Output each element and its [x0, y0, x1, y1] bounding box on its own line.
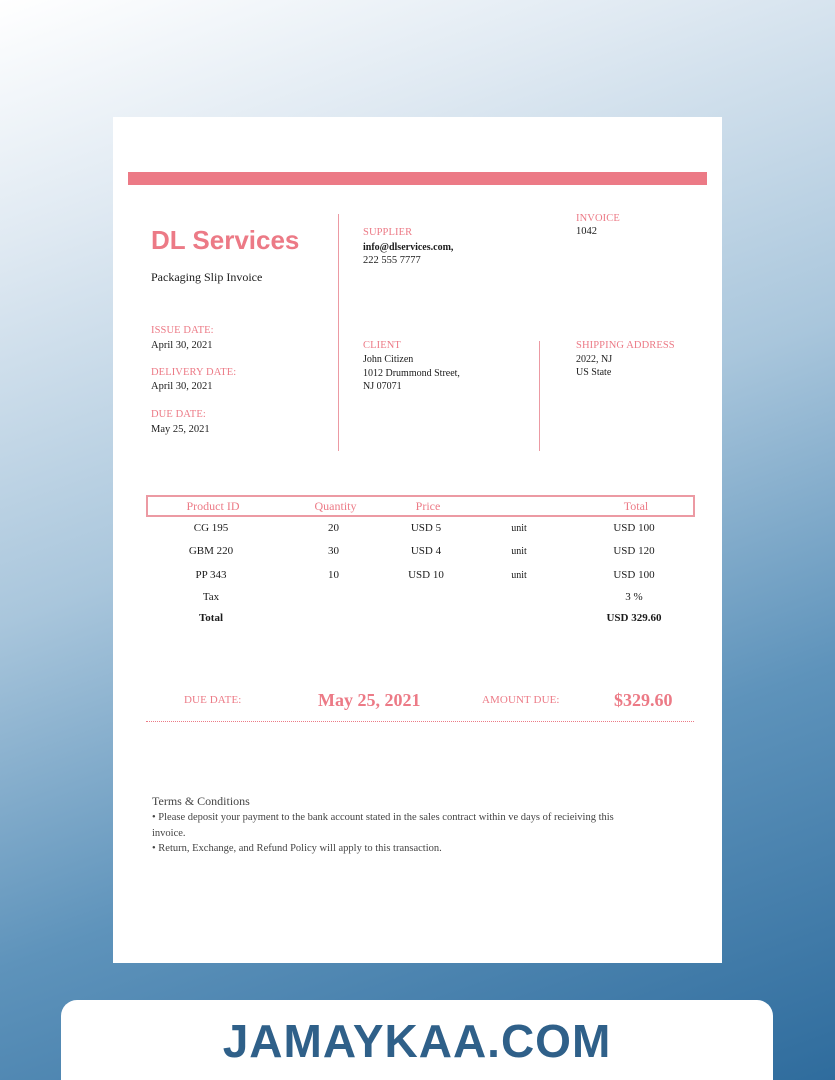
- invoice-number: 1042: [576, 226, 597, 237]
- watermark-banner: [61, 1000, 773, 1080]
- cell-price: USD 5: [410, 522, 442, 534]
- shipping-line2: US State: [576, 367, 612, 378]
- delivery-date-label: DELIVERY DATE:: [151, 367, 237, 378]
- column-divider-left: [338, 214, 339, 451]
- delivery-date-value: April 30, 2021: [151, 381, 213, 392]
- terms-body: [152, 810, 642, 857]
- issue-date-label: ISSUE DATE:: [151, 325, 214, 336]
- client-name: John Citizen: [363, 354, 414, 365]
- cell-unit: unit: [511, 523, 527, 534]
- client-street: 1012 Drummond Street,: [363, 368, 460, 379]
- summary-due-value: May 25, 2021: [318, 690, 421, 710]
- cell-product: CG 195: [193, 522, 229, 534]
- issue-date-value: April 30, 2021: [151, 340, 213, 351]
- cell-quantity: 30: [328, 545, 339, 557]
- watermark-text: JAMAYKAA.COM: [222, 1015, 612, 1067]
- cell-price: USD 4: [410, 545, 442, 557]
- cell-quantity: 10: [328, 569, 339, 581]
- shipping-line1: 2022, NJ: [576, 354, 613, 365]
- invoice-page: [113, 117, 722, 963]
- total-label: Total: [198, 612, 224, 624]
- summary-due-label: DUE DATE:: [184, 694, 242, 706]
- cell-total: USD 100: [613, 569, 655, 581]
- column-divider-right: [539, 341, 540, 451]
- cell-unit: unit: [511, 546, 527, 557]
- cell-total: USD 120: [613, 545, 655, 557]
- cell-price: USD 10: [408, 569, 444, 581]
- document-subtitle: Packaging Slip Invoice: [151, 270, 263, 284]
- supplier-phone: 222 555 7777: [363, 255, 421, 266]
- tax-label: Tax: [202, 591, 220, 603]
- client-city: NJ 07071: [363, 381, 402, 392]
- cell-unit: unit: [511, 570, 527, 581]
- due-date-label: DUE DATE:: [151, 409, 206, 420]
- cell-product: GBM 220: [188, 545, 234, 557]
- total-value: USD 329.60: [606, 612, 662, 624]
- header-product-id: Product ID: [186, 499, 240, 513]
- terms-line-1: • Please deposit your payment to the bank account stated in the sales contract within ve days of recieiving this invoice.: [152, 812, 614, 839]
- supplier-label: SUPPLIER: [363, 227, 413, 238]
- supplier-email: info@dlservices.com,: [363, 242, 454, 253]
- client-label: CLIENT: [363, 340, 401, 351]
- header-accent-bar: [128, 172, 707, 185]
- due-date-value: May 25, 2021: [151, 424, 210, 435]
- tax-value: 3 %: [625, 591, 643, 603]
- summary-amount-label: AMOUNT DUE:: [482, 694, 560, 706]
- shipping-label: SHIPPING ADDRESS: [576, 340, 675, 351]
- company-name: DL Services: [151, 225, 300, 255]
- summary-amount-value: $329.60: [614, 690, 673, 710]
- header-price: Price: [415, 499, 441, 513]
- summary-divider: [146, 721, 694, 722]
- terms-title: Terms & Conditions: [152, 794, 250, 808]
- terms-line-2: • Return, Exchange, and Refund Policy will apply to this transaction.: [152, 843, 442, 854]
- items-table-header: [146, 495, 695, 517]
- cell-product: PP 343: [195, 569, 227, 581]
- cell-total: USD 100: [613, 522, 655, 534]
- cell-quantity: 20: [328, 522, 339, 534]
- header-total: Total: [623, 499, 649, 513]
- invoice-label: INVOICE: [576, 213, 620, 224]
- header-quantity: Quantity: [314, 499, 357, 513]
